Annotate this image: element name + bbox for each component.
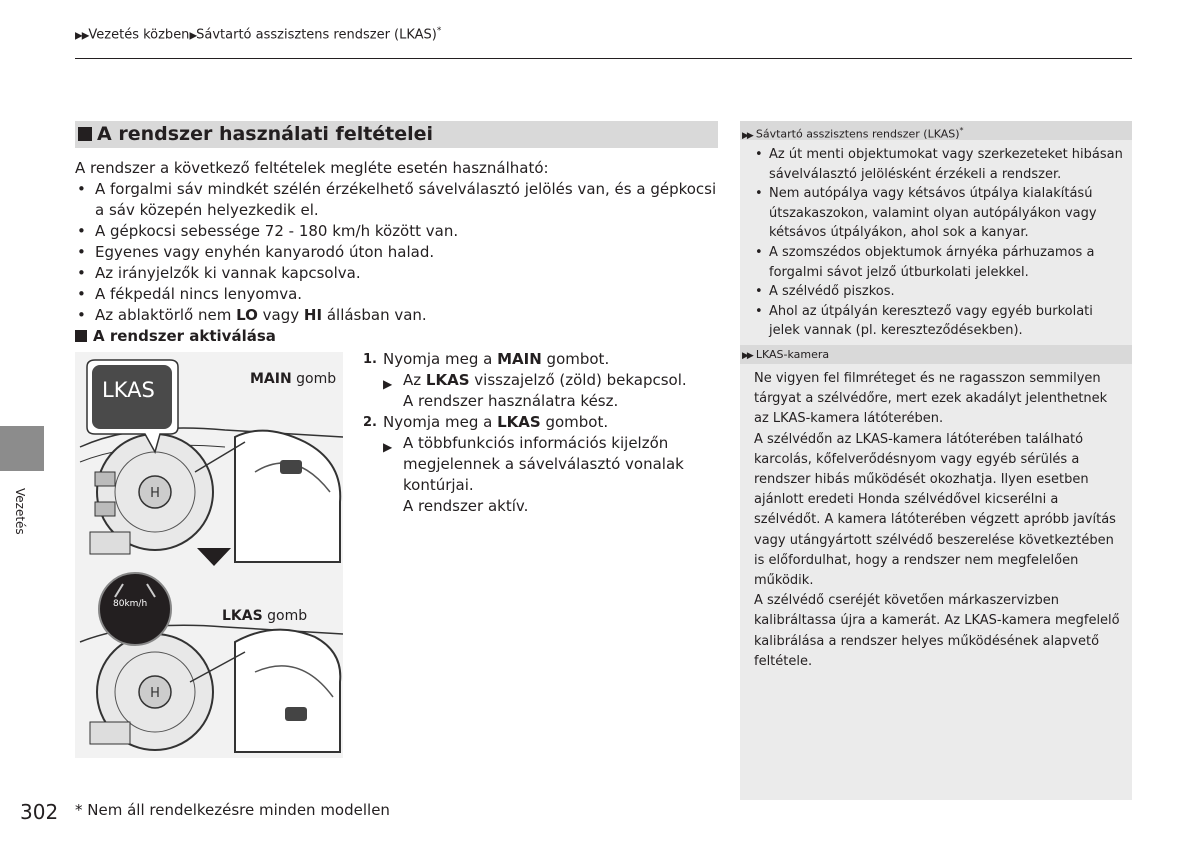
step-item [363,349,708,370]
side-paragraphs [754,369,1126,672]
text-fragment: gombot. [540,413,609,431]
step-number: 2. [363,415,377,430]
text-fragment: gomb [262,608,308,624]
down-arrow-icon [197,548,231,566]
breadcrumb-item: Vezetés közben [88,27,190,43]
text-fragment: gombot. [541,350,610,368]
side-heading [740,121,1132,140]
bold-term: LKAS [497,413,541,431]
breadcrumb [75,26,441,42]
paragraph: Ne vigyen fel filmréteget és ne ragasszon semmilyen tárgyat a szélvédőre, mert ezek akadályt jelenthetnek az LKAS-kamera látóterében. [754,371,1108,427]
conditions-list [75,179,718,326]
speed-display: 80km/h [113,599,148,609]
triangle-icon: ▶ [189,30,197,42]
list-item: • A szélvédő piszkos. [754,282,1124,302]
lkas-indicator-text: LKAS [102,378,155,402]
square-bullet-icon [78,127,92,141]
svg-text:H: H [150,486,160,501]
activation-heading [75,327,276,345]
bold-term: HI [303,306,323,324]
step-number: 1. [363,352,377,367]
text-fragment: Az ablaktörlő nem [95,306,237,324]
side-bullet-list [754,145,1124,341]
text-fragment: Az [403,371,426,389]
chapter-tab [0,426,44,471]
result-arrow-icon: ▶ [383,377,393,391]
text-fragment: gomb [291,371,337,387]
text-fragment: állásban van. [322,306,427,324]
bold-term: LO [236,306,258,324]
bold-term: LKAS [425,371,470,389]
side-heading-text: Sávtartó asszisztens rendszer (LKAS) [755,127,960,141]
activation-title: A rendszer aktiválása [93,327,276,345]
svg-text:H: H [150,686,160,701]
step-result-cont: A rendszer aktív. [403,497,529,515]
display-circle [99,573,171,645]
list-item: • Nem autópálya vagy kétsávos útpálya kialakítású útszakaszokon, valamint olyan autópályákon vagy kétsávos útpályákon, ahol sok a kanyar. [754,184,1124,243]
list-item: • A fékpedál nincs lenyomva. [75,284,718,305]
square-bullet-icon [75,330,87,342]
intro-text: A rendszer a következő feltételek megléte esetén használható: [75,159,549,177]
lkas-button-label [222,608,307,624]
text-fragment: vagy [257,306,304,324]
paragraph: A szélvédőn az LKAS-kamera látóterében található karcolás, kőfelverődésnyom vagy egyéb sérülés a rendszer hibás működését okozhatja. Ilyen esetben ajánlott eredeti Honda szélvédővel kicserélni a szélvédőt. A kamera látóterében végzett apróbb javítás vagy utángyártott szélvédő beszerelése következtében is előfordulhat, hogy a rendszer nem megfelelően működik. [754,431,1116,589]
list-item: • A szomszédos objektumok árnyéka párhuzamos a forgalmi sávot jelző útburkolati jelekkel. [754,243,1124,282]
asterisk: * [436,26,442,36]
breadcrumb-item: Sávtartó asszisztens rendszer (LKAS) [196,27,437,43]
bold-term: LKAS [222,608,263,624]
list-item: • Egyenes vagy enyhén kanyarodó úton halad. [75,242,718,263]
list-item: • A gépkocsi sebessége 72 - 180 km/h között van. [75,221,718,242]
header-rule [75,58,1132,59]
list-item: • Ahol az útpályán keresztező vagy egyéb burkolati jelek vannak (pl. kereszteződésekben). [754,302,1124,341]
bold-term: MAIN [497,350,542,368]
double-triangle-icon: ▶▶ [75,30,89,42]
section-heading [75,121,718,148]
text-fragment: Nyomja meg a [383,413,498,431]
list-item: • A forgalmi sáv mindkét szélén érzékelhető sávelválasztó jelölés van, és a gépkocsi a sáv közepén helyezkedik el. [75,179,718,221]
side-notes-panel [740,121,1132,800]
double-arrow-icon: ▶▶ [742,351,752,361]
steering-wheel-diagram [75,352,343,758]
text-fragment: Nyomja meg a [383,350,498,368]
step-item [363,412,708,433]
side-heading-text: LKAS-kamera [755,348,830,361]
bold-term: MAIN [250,371,292,387]
asterisk: * [959,126,964,135]
step-result [363,370,708,391]
list-item: • Az út menti objektumokat vagy szerkezeteket hibásan sávelválasztó jelölésként érzékeli a rendszer. [754,145,1124,184]
double-arrow-icon: ▶▶ [742,130,752,141]
dashboard-illustration [75,352,343,758]
footnote: * Nem áll rendelkezésre minden modellen [75,801,390,819]
section-title: A rendszer használati feltételei [97,123,434,145]
text-fragment: visszajelző (zöld) bekapcsol. [469,371,687,389]
list-item: • Az irányjelzők ki vannak kapcsolva. [75,263,718,284]
side-heading [740,345,1132,364]
chapter-tab-label: Vezetés [13,488,27,535]
step-result-cont: A rendszer használatra kész. [403,392,619,410]
activation-steps [363,349,708,517]
result-arrow-icon: ▶ [383,440,393,454]
list-item [75,305,718,326]
paragraph: A szélvédő cseréjét követően márkaszervizben kalibráltassa újra a kamerát. Az LKAS-kamera megfelelő kalibrálása a rendszer helyes működésének alapvető feltétele. [754,593,1120,669]
step-result [363,433,708,496]
page-number: 302 [20,800,59,824]
main-button-label [250,371,336,387]
text-fragment: A többfunkciós információs kijelzőn megjelennek a sávelválasztó vonalak kontúrjai. [403,434,684,494]
